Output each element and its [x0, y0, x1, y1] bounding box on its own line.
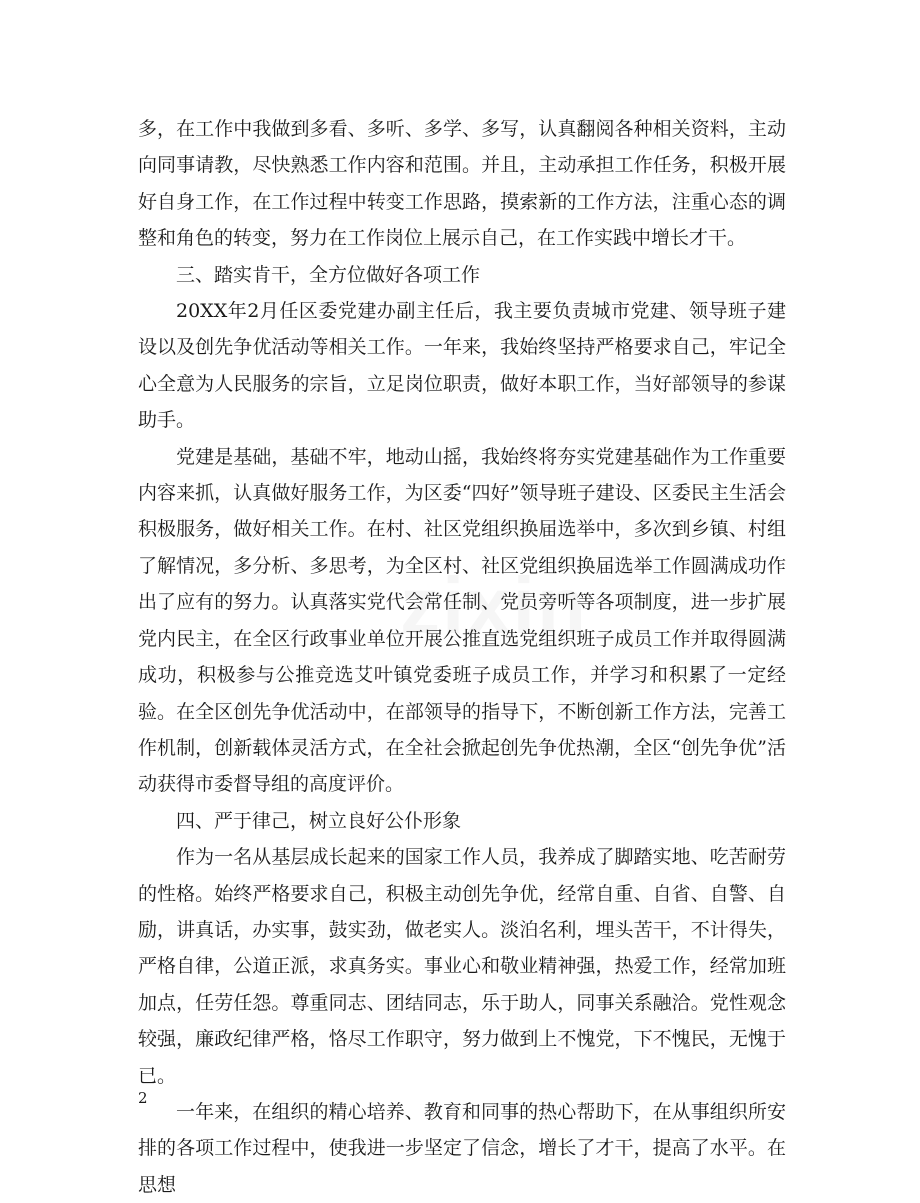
- page-number: 2: [138, 1089, 148, 1107]
- section-heading-4: 四、严于律己，树立良好公仆形象: [176, 809, 462, 832]
- section-heading-3: 三、踏实肯干，全方位做好各项工作: [176, 263, 481, 286]
- paragraph-4: 作为一名从基层成长起来的国家工作人员，我养成了脚踏实地、吃苦耐劳的性格。始终严格要求自己，积极主动创先争优，经常自重、自省、自警、自励，讲真话，办实事，鼓实劲，做老实人。淡泊名利，埋头苦干，不计得失，严格自律，公道正派，求真务实。事业心和敬业精神强，热爱工作，经常加班加点，任劳任怨。尊重同志、团结同志，乐于助人，同事关系融洽。党性观念较强，廉政纪律严格，恪尽工作职守，努力做到上不愧党，下不愧民，无愧于已。: [138, 846, 786, 1087]
- document-body: [138, 111, 786, 1203]
- paragraph-2: 20XX年2月任区委党建办副主任后，我主要负责城市党建、领导班子建设以及创先争优活动等相关工作。一年来，我始终坚持严格要求自己，牢记全心全意为人民服务的宗旨，立足岗位职责，做好本职工作，当好部领导的参谋助手。: [138, 300, 786, 432]
- paragraph-5: 一年来，在组织的精心培养、教育和同事的热心帮助下，在从事组织所安排的各项工作过程中，使我进一步坚定了信念，增长了才干，提高了水平。在思想: [138, 1100, 786, 1196]
- watermark: zixin: [400, 561, 588, 650]
- paragraph-3: 党建是基础，基础不牢，地动山摇，我始终将夯实党建基础作为工作重要内容来抓，认真做好服务工作，为区委“四好”领导班子建设、区委民主生活会积极服务，做好相关工作。在村、社区党组织换届选举中，多次到乡镇、村组了解情况，多分析、多思考，为全区村、社区党组织换届选举工作圆满成功作出了应有的努力。认真落实党代会常任制、党员旁听等各项制度，进一步扩展党内民主，在全区行政事业单位开展公推直选党组织班子成员工作并取得圆满成功，积极参与公推竞选艾叶镇党委班子成员工作，并学习和积累了一定经验。在全区创先争优活动中，在部领导的指导下，不断创新工作方法，完善工作机制，创新载体灵活方式，在全社会掀起创先争优热潮，全区“创先争优”活动获得市委督导组的高度评价。: [138, 445, 786, 796]
- paragraph-1: 多，在工作中我做到多看、多听、多学、多写，认真翻阅各种相关资料，主动向同事请教，尽快熟悉工作内容和范围。并且，主动承担工作任务，积极开展好自身工作，在工作过程中转变工作思路，摸索新的工作方法，注重心态的调整和角色的转变，努力在工作岗位上展示自己，在工作实践中增长才干。: [138, 118, 786, 250]
